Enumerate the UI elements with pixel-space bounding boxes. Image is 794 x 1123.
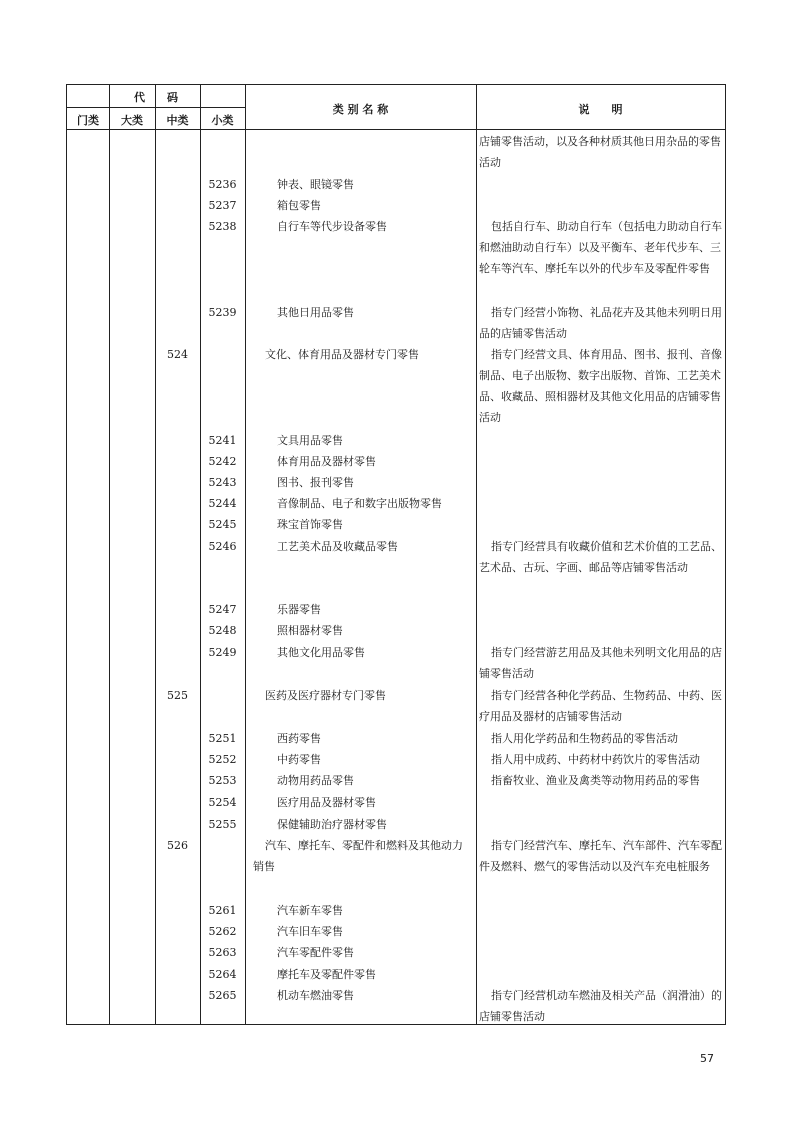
col-divider (155, 85, 156, 1024)
row-code-small: 5236 (208, 178, 237, 191)
row-code-small: 5253 (208, 774, 237, 787)
page-number: 57 (700, 1052, 714, 1065)
col-divider (476, 85, 477, 1024)
row-name: 工艺美术品及收藏品零售 (277, 540, 398, 553)
row-name: 汽车旧车零售 (277, 925, 343, 938)
row-desc: 指专门经营机动车燃油及相关产品（润滑油）的店铺零售活动 (479, 989, 722, 1023)
row-name: 珠宝首饰零售 (277, 518, 343, 531)
header-men: 门类 (77, 114, 99, 127)
header-xiao: 小类 (211, 114, 234, 127)
row-code-small: 5265 (208, 989, 237, 1002)
row-name: 音像制品、电子和数字出版物零售 (277, 497, 442, 510)
header-da: 大类 (121, 114, 143, 127)
row-name: 照相器材零售 (277, 624, 343, 637)
row-code-small: 5263 (208, 946, 237, 959)
row-code-mid: 526 (167, 839, 188, 852)
row-code-small: 5237 (208, 199, 237, 212)
row-code-small: 5261 (208, 904, 237, 917)
row-name: 图书、报刊零售 (277, 476, 354, 489)
header-zhong: 中类 (166, 114, 189, 127)
row-code-small: 5245 (208, 518, 237, 531)
row-desc: 指专门经营小饰物、礼品花卉及其他未列明日用品的店铺零售活动 (479, 306, 722, 340)
header-code-group: 代 码 (134, 91, 178, 104)
row-desc: 指专门经营具有收藏价值和艺术价值的工艺品、艺术品、古玩、字画、邮品等店铺零售活动 (479, 540, 722, 574)
row-name: 保健辅助治疗器材零售 (277, 818, 387, 831)
row-code-small: 5242 (208, 455, 237, 468)
row-name: 摩托车及零配件零售 (277, 968, 376, 981)
row-name: 汽车零配件零售 (277, 946, 354, 959)
header-name: 类 别 名 称 (332, 103, 389, 116)
row-code-small: 5251 (208, 732, 237, 745)
row-code-small: 5264 (208, 968, 237, 981)
row-desc: 指人用化学药品和生物药品的零售活动 (491, 732, 678, 745)
row-code-small: 5239 (208, 306, 237, 319)
row-code-small: 5238 (208, 220, 237, 233)
row-name: 西药零售 (277, 732, 321, 745)
row-code-small: 5249 (208, 646, 237, 659)
row-code-small: 5252 (208, 753, 237, 766)
row-code-small: 5243 (208, 476, 237, 489)
row-name: 乐器零售 (277, 603, 321, 616)
row-code-small: 5247 (208, 603, 237, 616)
header-sub-divider (67, 107, 245, 108)
row-name: 医药及医疗器材专门零售 (265, 689, 386, 702)
classification-table (66, 84, 726, 1025)
row-desc: 指专门经营游艺用品及其他未列明文化用品的店铺零售活动 (479, 646, 722, 680)
row-code-small: 5244 (208, 497, 237, 510)
row-name: 体育用品及器材零售 (277, 455, 376, 468)
row-name: 其他文化用品零售 (277, 646, 365, 659)
row-code-mid: 524 (167, 348, 188, 361)
header-bottom-line (67, 129, 725, 130)
row-name: 其他日用品零售 (277, 306, 354, 319)
row-name: 动物用药品零售 (277, 774, 354, 787)
row-desc: 指专门经营文具、体育用品、图书、报刊、音像制品、电子出版物、数字出版物、首饰、工艺美术品、收藏品、照相器材及其他文化用品的店铺零售活动 (479, 348, 722, 424)
row-desc: 店铺零售活动，以及各种材质其他日用杂品的零售活动 (479, 135, 721, 169)
row-code-mid: 525 (167, 689, 188, 702)
row-name: 自行车等代步设备零售 (277, 220, 387, 233)
row-desc: 指畜牧业、渔业及禽类等动物用药品的零售 (491, 774, 700, 787)
row-name: 文化、体育用品及器材专门零售 (265, 348, 419, 361)
row-code-small: 5262 (208, 925, 237, 938)
row-name: 钟表、眼镜零售 (277, 178, 354, 191)
row-code-small: 5246 (208, 540, 237, 553)
row-code-small: 5241 (208, 434, 237, 447)
row-name: 医疗用品及器材零售 (277, 796, 376, 809)
row-name: 汽车、摩托车、零配件和燃料及其他动力销售 (253, 839, 463, 873)
col-divider (109, 85, 110, 1024)
row-desc: 指人用中成药、中药材中药饮片的零售活动 (491, 753, 700, 766)
row-code-small: 5254 (208, 796, 237, 809)
row-code-small: 5255 (208, 818, 237, 831)
row-desc: 包括自行车、助动自行车（包括电力助动自行车和燃油助动自行车）以及平衡车、老年代步车、三轮车等汽车、摩托车以外的代步车及零配件零售 (479, 220, 722, 275)
row-name: 文具用品零售 (277, 434, 343, 447)
row-desc: 指专门经营汽车、摩托车、汽车部件、汽车零配件及燃料、燃气的零售活动以及汽车充电桩服务 (479, 839, 722, 873)
row-name: 箱包零售 (277, 199, 321, 212)
row-desc: 指专门经营各种化学药品、生物药品、中药、医疗用品及器材的店铺零售活动 (479, 689, 722, 723)
row-code-small: 5248 (208, 624, 237, 637)
row-name: 汽车新车零售 (277, 904, 343, 917)
header-desc: 说 明 (578, 103, 623, 116)
col-divider (245, 85, 246, 1024)
row-name: 机动车燃油零售 (277, 989, 354, 1002)
row-name: 中药零售 (277, 753, 321, 766)
